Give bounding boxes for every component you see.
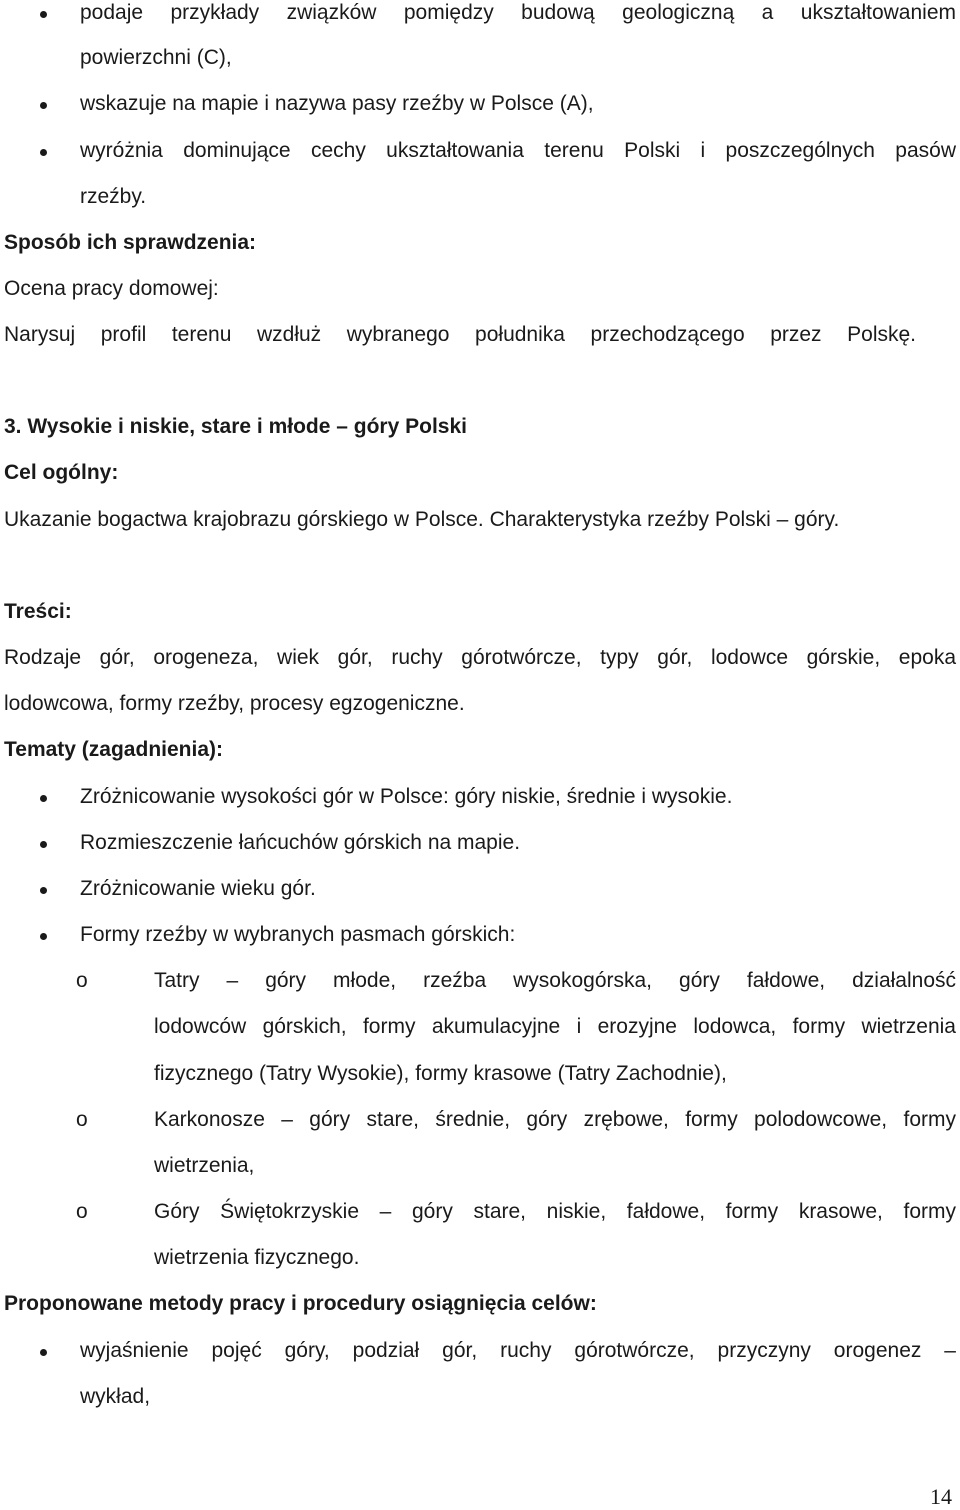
list-item-text: Zróżnicowanie wysokości gór w Polsce: góry niskie, średnie i wysokie. [80, 785, 733, 808]
bullet-icon [40, 887, 47, 894]
list-item-text: rzeźby. [80, 185, 147, 208]
sublist-item-text: fizycznego (Tatry Wysokie), formy krasowe (Tatry Zachodnie), [154, 1062, 727, 1085]
bullet-icon [40, 795, 47, 802]
bullet-icon [40, 149, 47, 156]
sublist-item-text: Góry Świętokrzyskie – góry stare, niskie, fałdowe, formy krasowe, formy [154, 1200, 956, 1223]
page-number: 14 [930, 1484, 952, 1509]
list-item-text: wskazuje na mapie i nazywa pasy rzeźby w Polsce (A), [80, 92, 594, 115]
sublist-item-text: lodowców górskich, formy akumulacyjne i erozyjne lodowca, formy wietrzenia [154, 1015, 956, 1038]
list-item-text: wyróżnia dominujące cechy ukształtowania terenu Polski i poszczególnych pasów [80, 139, 956, 162]
list-item-text: Formy rzeźby w wybranych pasmach górskich: [80, 923, 516, 946]
bullet-icon [40, 11, 47, 18]
sublist-item-text: wietrzenia, [154, 1154, 255, 1177]
circle-bullet-icon: o [76, 1200, 88, 1223]
sublist-item-text: Karkonosze – góry stare, średnie, góry zrębowe, formy polodowcowe, formy [154, 1108, 956, 1131]
list-item-text: podaje przykłady związków pomiędzy budową geologiczną a ukształtowaniem [80, 1, 956, 24]
sublist-item-text: Tatry – góry młode, rzeźba wysokogórska, góry fałdowe, działalność [154, 969, 956, 992]
sublist-item-text: wietrzenia fizycznego. [154, 1246, 360, 1269]
circle-bullet-icon: o [76, 1108, 88, 1131]
circle-bullet-icon: o [76, 969, 88, 992]
list-item-text: wykład, [80, 1385, 151, 1408]
bullet-icon [40, 1349, 47, 1356]
list-item-text: wyjaśnienie pojęć góry, podział gór, ruchy górotwórcze, przyczyny orogenez – [80, 1339, 956, 1362]
bullet-icon [40, 933, 47, 940]
list-item-text: Zróżnicowanie wieku gór. [80, 877, 316, 900]
list-item-text: powierzchni (C), [80, 46, 232, 69]
list-item-text: Rozmieszczenie łańcuchów górskich na mapie. [80, 831, 521, 854]
bullet-icon [40, 102, 47, 109]
bullet-icon [40, 841, 47, 848]
